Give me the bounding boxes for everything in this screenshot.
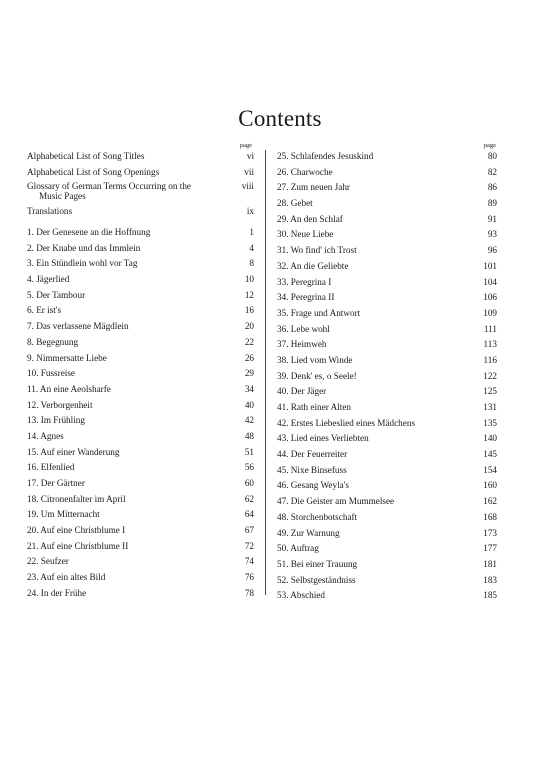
- entry-title: [27, 352, 226, 364]
- contents-entry[interactable]: [277, 166, 497, 182]
- entry-page-number: 56: [244, 462, 254, 473]
- entry-title-text: 4. Jägerlied: [27, 274, 70, 285]
- entry-page-number: 183: [483, 574, 497, 585]
- contents-entry[interactable]: [277, 181, 497, 197]
- entry-page-number: 62: [244, 493, 254, 504]
- entry-title: [27, 555, 226, 567]
- entry-title: [277, 307, 469, 319]
- front-matter-list: [27, 150, 254, 226]
- entry-title: [277, 495, 469, 507]
- entry-title-text: 12. Verborgenheit: [27, 399, 93, 410]
- entry-title-text: Glossary of German Terms Occurring on the: [27, 181, 192, 191]
- entry-title: [277, 558, 469, 570]
- entry-title-text: 16. Elfenlied: [27, 462, 75, 473]
- entry-page-number: 111: [483, 323, 497, 334]
- entry-title-text: 36. Lebe wohl: [277, 323, 330, 334]
- entry-page-number: 42: [244, 415, 254, 426]
- entry-page-number: 82: [487, 166, 497, 177]
- entry-title-text: 25. Schlafendes Jesuskind: [277, 151, 374, 161]
- entry-title-text: 33. Peregrina I: [277, 276, 332, 287]
- entry-title: [277, 213, 469, 225]
- entry-title: [277, 574, 469, 586]
- entry-title-text: 32. An die Geliebte: [277, 260, 349, 271]
- entry-page-number: 113: [483, 339, 497, 350]
- entry-title-text: 40. Der Jäger: [277, 386, 327, 397]
- entry-title: [277, 589, 469, 601]
- entry-title-text: 50. Auftrag: [277, 543, 319, 554]
- entry-page-number: 104: [483, 276, 497, 287]
- entry-title-text: 19. Um Mitternacht: [27, 509, 100, 520]
- entry-title: [277, 291, 469, 303]
- entry-title-text: 22. Seufzer: [27, 556, 69, 567]
- entry-page-number: 86: [487, 182, 497, 193]
- entry-page-number: 10: [244, 274, 254, 285]
- entry-title: [27, 257, 226, 269]
- entry-title: [277, 479, 469, 491]
- entry-page-number: 72: [244, 540, 254, 551]
- entry-title: [27, 540, 226, 552]
- entry-title-text: Alphabetical List of Song Titles: [27, 151, 145, 161]
- contents-entry[interactable]: [277, 213, 497, 229]
- contents-entry[interactable]: [27, 150, 254, 166]
- entry-title-text: 43. Lied eines Verliebten: [277, 433, 369, 444]
- entry-title: [277, 370, 469, 382]
- entry-page-number: 160: [483, 480, 497, 491]
- contents-entry[interactable]: [277, 307, 497, 323]
- entry-title: [27, 205, 226, 217]
- contents-entry[interactable]: [27, 508, 254, 524]
- entry-title: [27, 493, 226, 505]
- contents-entry[interactable]: [277, 260, 497, 276]
- entry-page-number: 96: [487, 245, 497, 256]
- entry-title: [27, 304, 226, 316]
- entry-title: [277, 464, 469, 476]
- contents-column-left: [27, 142, 254, 603]
- entry-title-continued: Music Pages: [39, 190, 86, 201]
- entry-page-number: 22: [244, 336, 254, 347]
- entry-title: [27, 320, 226, 332]
- contents-entry[interactable]: [277, 432, 497, 448]
- entry-title-text: 24. In der Frühe: [27, 587, 87, 598]
- entry-title: [277, 244, 469, 256]
- contents-entry[interactable]: [277, 385, 497, 401]
- contents-entry[interactable]: [27, 226, 254, 242]
- entry-title: [27, 571, 226, 583]
- page-column-header: page: [239, 142, 252, 149]
- entry-title-text: 28. Gebet: [277, 198, 313, 209]
- entry-page-number: 76: [244, 572, 254, 583]
- entry-page-number: 40: [244, 399, 254, 410]
- entry-title: [27, 336, 226, 348]
- contents-entry[interactable]: [27, 336, 254, 352]
- entry-page-number: 20: [244, 321, 254, 332]
- entry-title: [277, 401, 469, 413]
- entry-title-text: 52. Selbstgeständniss: [277, 574, 356, 585]
- entry-title-text: 51. Bei einer Trauung: [277, 558, 358, 569]
- entry-title-text: 8. Begegnung: [27, 336, 79, 347]
- entry-title-text: 37. Heimweh: [277, 339, 327, 350]
- contents-entry[interactable]: [27, 257, 254, 273]
- entry-title: [27, 289, 226, 301]
- contents-entry[interactable]: [27, 289, 254, 305]
- contents-entry[interactable]: [277, 574, 497, 590]
- contents-entry[interactable]: [277, 417, 497, 433]
- entry-page-number: 116: [483, 354, 497, 365]
- entry-title: [27, 461, 226, 473]
- entry-title-text: Translations: [27, 206, 73, 216]
- contents-entry[interactable]: [27, 304, 254, 320]
- contents-entry[interactable]: [27, 477, 254, 493]
- contents-entry[interactable]: [277, 542, 497, 558]
- entry-title: [27, 587, 226, 599]
- entry-page-number: 154: [483, 464, 497, 475]
- entry-title-text: 49. Zur Warnung: [277, 527, 340, 538]
- contents-entry[interactable]: [27, 166, 254, 182]
- contents-entry[interactable]: [277, 370, 497, 386]
- entry-title: [27, 399, 226, 411]
- entry-page-number: 74: [244, 556, 254, 567]
- entry-title-text: 29. An den Schlaf: [277, 213, 343, 224]
- entry-page-number: 67: [244, 525, 254, 536]
- entry-title: [277, 181, 469, 193]
- column-divider: [265, 150, 266, 595]
- contents-entry[interactable]: [277, 527, 497, 543]
- contents-entry[interactable]: [27, 399, 254, 415]
- entry-title-text: 11. An eine Aeolsharfe: [27, 383, 111, 394]
- entry-title: [27, 414, 226, 426]
- contents-entry[interactable]: [277, 464, 497, 480]
- entry-page-number: 125: [483, 386, 497, 397]
- entry-title-text: 38. Lied vom Winde: [277, 354, 353, 365]
- contents-entry[interactable]: [27, 524, 254, 540]
- entry-page-number: 91: [487, 213, 497, 224]
- contents-entry[interactable]: [27, 367, 254, 383]
- entry-title: [277, 354, 469, 366]
- entry-title: [277, 385, 469, 397]
- entry-title-text: 13. Im Frühling: [27, 415, 85, 426]
- contents-entry[interactable]: [277, 228, 497, 244]
- entry-page-number: 34: [244, 383, 254, 394]
- entry-page-number: 106: [483, 292, 497, 303]
- entry-page-number: 181: [483, 558, 497, 569]
- entry-title-text: 2. Der Knabe und das Immlein: [27, 242, 141, 253]
- entry-page-number: 101: [483, 260, 497, 271]
- entry-title-text: 30. Neue Liebe: [277, 229, 334, 240]
- entry-title: [277, 527, 469, 539]
- contents-entry[interactable]: [277, 150, 497, 166]
- entry-title: [27, 383, 226, 395]
- contents-entry[interactable]: [277, 244, 497, 260]
- song-list-left: [27, 226, 254, 603]
- entry-page-number: 80: [487, 151, 497, 161]
- entry-page-number: 122: [483, 370, 497, 381]
- entry-title: [27, 508, 226, 520]
- entry-title: [27, 430, 226, 442]
- contents-entry[interactable]: [277, 448, 497, 464]
- contents-entry[interactable]: [277, 291, 497, 307]
- entry-title-text: 6. Er ist's: [27, 305, 62, 316]
- entry-page-number: 12: [244, 289, 254, 300]
- contents-entry[interactable]: [27, 540, 254, 556]
- entry-title-text: 45. Nixe Binsefuss: [277, 464, 347, 475]
- entry-title-text: 14. Agnes: [27, 430, 64, 441]
- contents-entry[interactable]: [277, 338, 497, 354]
- contents-entry[interactable]: [27, 555, 254, 571]
- page-column-header: page: [483, 142, 496, 149]
- entry-page-number: 140: [483, 433, 497, 444]
- contents-column-right: [277, 142, 497, 605]
- entry-title: [277, 197, 469, 209]
- entry-page-number: 48: [244, 430, 254, 441]
- entry-page-number: vii: [244, 167, 254, 177]
- contents-entry[interactable]: [277, 197, 497, 213]
- entry-title-text: 42. Erstes Liebeslied eines Mädchens: [277, 417, 416, 428]
- entry-title-text: 48. Storchenbotschaft: [277, 511, 358, 522]
- page-title: Contents: [238, 106, 322, 131]
- entry-title-text: 31. Wo find' ich Trost: [277, 245, 357, 256]
- entry-title-text: 39. Denk' es, o Seele!: [277, 370, 357, 381]
- contents-entry[interactable]: [277, 276, 497, 292]
- entry-page-number: 162: [483, 496, 497, 507]
- contents-entry[interactable]: [27, 242, 254, 258]
- entry-title: [277, 432, 469, 444]
- entry-page-number: 168: [483, 511, 497, 522]
- entry-title-text: 3. Ein Stündlein wohl vor Tag: [27, 258, 138, 269]
- entry-title-text: 17. Der Gärtner: [27, 478, 85, 488]
- entry-title: [277, 542, 469, 554]
- entry-page-number: 173: [483, 527, 497, 538]
- entry-page-number: 145: [483, 449, 497, 460]
- entry-page-number: viii: [241, 181, 254, 191]
- entry-title-text: Alphabetical List of Song Openings: [27, 167, 160, 177]
- entry-title-text: 23. Auf ein altes Bild: [27, 572, 106, 583]
- entry-title-text: 20. Auf eine Christblume I: [27, 525, 126, 536]
- entry-title-text: 10. Fussreise: [27, 368, 75, 379]
- contents-entry[interactable]: [277, 589, 497, 605]
- contents-entry[interactable]: [277, 495, 497, 511]
- entry-page-number: 93: [487, 229, 497, 240]
- contents-entry[interactable]: [27, 273, 254, 289]
- entry-title-text: 35. Frage und Antwort: [277, 307, 361, 318]
- entry-title: [27, 524, 226, 536]
- entry-page-number: 185: [483, 590, 497, 601]
- entry-title: [27, 367, 226, 379]
- contents-entry[interactable]: [27, 182, 254, 205]
- entry-title: [27, 150, 226, 162]
- entry-page-number: 64: [244, 509, 254, 520]
- contents-entry[interactable]: [27, 571, 254, 587]
- entry-page-number: 78: [244, 587, 254, 598]
- entry-title: [27, 273, 226, 285]
- entry-title: [277, 276, 469, 288]
- entry-title: [277, 448, 469, 460]
- entry-page-number: 26: [244, 352, 254, 363]
- entry-title: [277, 228, 469, 240]
- contents-entry[interactable]: [27, 493, 254, 509]
- entry-page-number: ix: [246, 206, 254, 216]
- contents-entry[interactable]: [27, 414, 254, 430]
- entry-page-number: 177: [483, 543, 497, 554]
- contents-entry[interactable]: [27, 461, 254, 477]
- contents-entry[interactable]: [27, 430, 254, 446]
- entry-page-number: 1: [249, 227, 254, 237]
- entry-title-text: 7. Das verlassene Mägdlein: [27, 321, 129, 332]
- entry-title-text: 21. Auf eine Christblume II: [27, 540, 129, 551]
- entry-title: [277, 166, 469, 178]
- entry-title-text: 41. Rath einer Alten: [277, 402, 351, 412]
- entry-title-text: 15. Auf einer Wanderung: [27, 446, 120, 457]
- contents-entry[interactable]: [277, 323, 497, 339]
- entry-title: [277, 260, 469, 272]
- entry-title-text: 18. Citronenfalter im April: [27, 493, 126, 504]
- entry-page-number: 131: [483, 402, 497, 412]
- entry-page-number: 109: [483, 307, 497, 318]
- contents-entry[interactable]: [277, 511, 497, 527]
- entry-title: [277, 417, 469, 429]
- entry-page-number: vi: [246, 151, 254, 161]
- entry-page-number: 29: [244, 368, 254, 379]
- entry-title-text: 44. Der Feuerreiter: [277, 449, 348, 460]
- contents-entry[interactable]: [27, 205, 254, 226]
- contents-entry[interactable]: [277, 479, 497, 495]
- entry-title: [27, 446, 226, 458]
- contents-entry[interactable]: [277, 401, 497, 417]
- entry-page-number: 51: [244, 446, 254, 457]
- contents-entry[interactable]: [277, 354, 497, 370]
- entry-title: [27, 242, 226, 254]
- entry-title: [27, 477, 226, 489]
- entry-title-text: 34. Peregrina II: [277, 292, 335, 303]
- entry-title: [277, 150, 469, 162]
- entry-title-text: 27. Zum neuen Jahr: [277, 182, 350, 193]
- entry-page-number: 8: [249, 258, 254, 269]
- entry-page-number: 60: [244, 478, 254, 488]
- entry-title: [277, 323, 469, 335]
- entry-title-text: 5. Der Tambour: [27, 289, 86, 300]
- entry-page-number: 135: [483, 417, 497, 428]
- contents-entry[interactable]: [27, 446, 254, 462]
- contents-entry[interactable]: [27, 383, 254, 399]
- entry-title-text: 53. Abschied: [277, 590, 325, 601]
- entry-page-number: 89: [487, 198, 497, 209]
- entry-page-number: 16: [244, 305, 254, 316]
- entry-title: [277, 338, 469, 350]
- entry-title: [277, 511, 469, 523]
- entry-title-text: 46. Gesang Weyla's: [277, 480, 349, 491]
- entry-title: [27, 226, 226, 238]
- song-list-right: [277, 150, 497, 605]
- entry-title-text: 47. Die Geister am Mummelsee: [277, 496, 395, 507]
- entry-title-text: 26. Charwoche: [277, 166, 333, 177]
- entry-title-text: 9. Nimmersatte Liebe: [27, 352, 107, 363]
- contents-entry[interactable]: [27, 320, 254, 336]
- entry-page-number: 4: [249, 242, 254, 253]
- contents-entry[interactable]: [27, 587, 254, 603]
- contents-entry[interactable]: [27, 352, 254, 368]
- entry-title-text: 1. Der Genesene an die Hoffnung: [27, 227, 151, 237]
- entry-title: [27, 166, 226, 178]
- entry-title: [27, 182, 226, 201]
- contents-entry[interactable]: [277, 558, 497, 574]
